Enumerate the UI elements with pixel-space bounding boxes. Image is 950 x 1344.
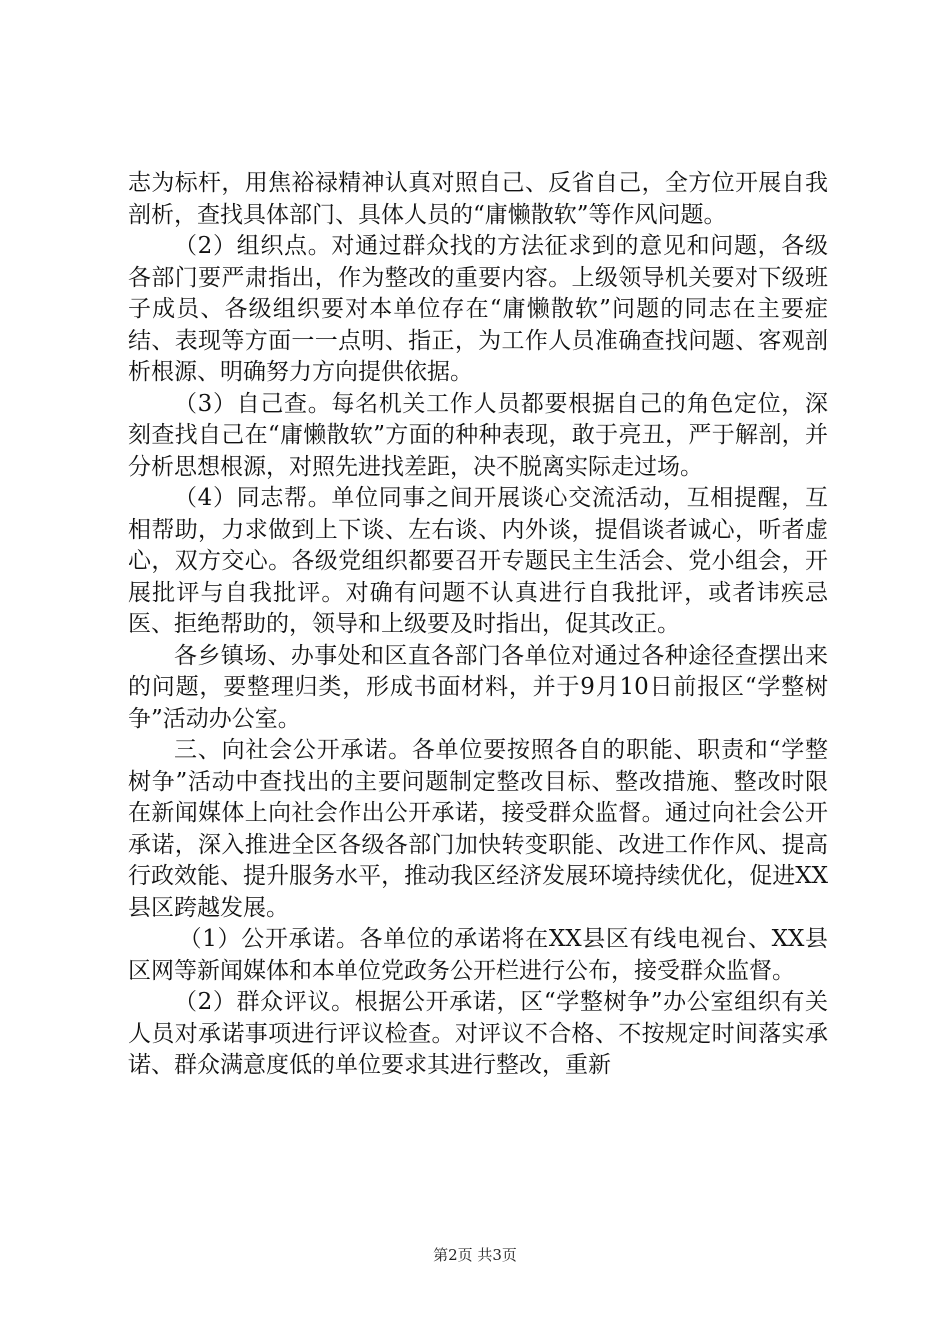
paragraph-continuation: 志为标杆，用焦裕禄精神认真对照自己、反省自己，全方位开展自我剖析，查找具体部门、具体人员的“庸懒散软”等作风问题。 xyxy=(128,170,828,228)
document-body xyxy=(128,168,828,1082)
paragraph-organization-point: （2）组织点。对通过群众找的方法征求到的意见和问题，各级各部门要严肃指出，作为整改的重要内容。上级领导机关要对下级班子成员、各级组织要对本单位存在“庸懒散软”问题的同志在主要症结、表现等方面一一点明、指正，为工作人员准确查找问题、客观剖析根源、明确努力方向提供依据。 xyxy=(128,233,828,385)
paragraph-report-problems: 各乡镇场、办事处和区直各部门各单位对通过各种途径查摆出来的问题，要整理归类，形成书面材料，并于9月10日前报区“学整树争”活动办公室。 xyxy=(128,642,828,732)
paragraph-commitment-publish: （1）公开承诺。各单位的承诺将在XX县区有线电视台、XX县区网等新闻媒体和本单位党政务公开栏进行公布，接受群众监督。 xyxy=(128,926,828,984)
page-number-footer: 第2页 共3页 xyxy=(433,1246,517,1264)
paragraph-public-commitment: 三、向社会公开承诺。各单位要按照各自的职能、职责和“学整树争”活动中查找出的主要问题制定整改目标、整改措施、整改时限在新闻媒体上向社会作出公开承诺，接受群众监督。通过向社会公开承诺，深入推进全区各级各部门加快转变职能、改进工作作风、提高行政效能、提升服务水平，推动我区经济发展环境持续优化，促进XX县区跨越发展。 xyxy=(128,737,828,921)
paragraph-public-review: （2）群众评议。根据公开承诺，区“学整树争”办公室组织有关人员对承诺事项进行评议检查。对评议不合格、不按规定时间落实承诺、群众满意度低的单位要求其进行整改，重新 xyxy=(128,989,828,1078)
paragraph-self-check: （3）自己查。每名机关工作人员都要根据自己的角色定位，深刻查找自己在“庸懒散软”方面的种种表现，敢于亮丑，严于解剖，并分析思想根源，对照先进找差距，决不脱离实际走过场。 xyxy=(128,390,828,480)
paragraph-comrade-help: （4）同志帮。单位同事之间开展谈心交流活动，互相提醒，互相帮助，力求做到上下谈、左右谈、内外谈，提倡谈者诚心，听者虚心，双方交心。各级党组织都要召开专题民主生活会、党小组会，开展批评与自我批评。对确有问题不认真进行自我批评，或者讳疾忌医、拒绝帮助的，领导和上级要及时指出，促其改正。 xyxy=(128,485,828,637)
